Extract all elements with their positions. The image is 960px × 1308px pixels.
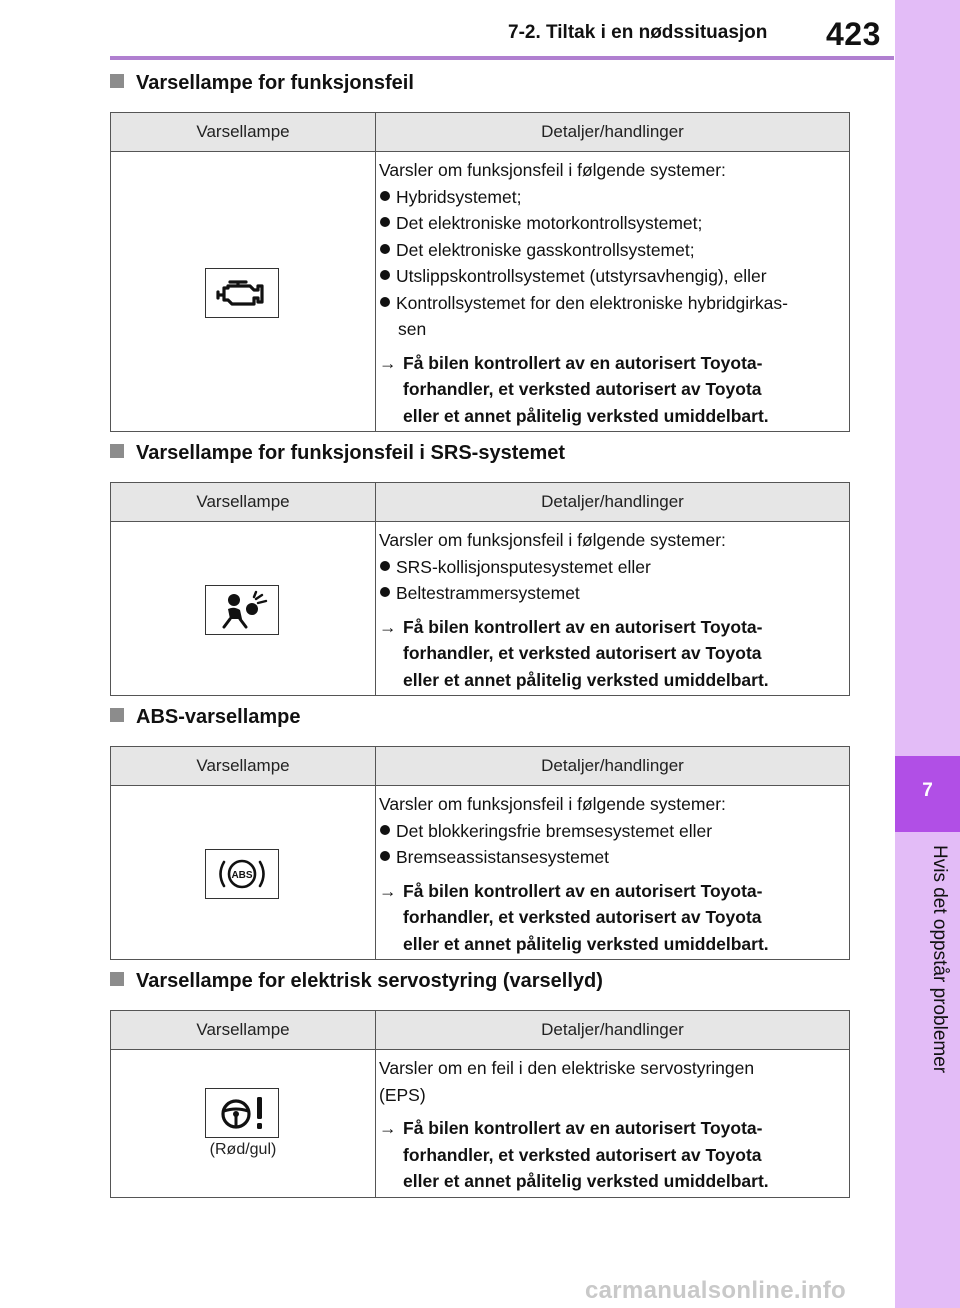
arrow-icon: → — [379, 352, 397, 373]
bullet-item: Hybridsystemet; — [379, 184, 841, 211]
intro-text: Varsler om funksjonsfeil i følgende systemer: — [379, 794, 726, 814]
bullet-item: Kontrollsystemet for den elektroniske hybridgirkas- — [379, 290, 841, 317]
side-tab — [895, 0, 960, 1308]
bullet-dot — [380, 244, 390, 254]
watermark: carmanualsonline.info — [585, 1277, 847, 1304]
column-header-lamp: Varsellampe — [111, 747, 376, 785]
column-header-details: Detaljer/handlinger — [541, 1020, 684, 1039]
action-text: → Få bilen kontrollert av en autorisert Toyota- forhandler, et verksted autorisert av Toyota eller et annet pålitelig verksted umiddelbart. — [379, 878, 841, 958]
column-header-lamp: Varsellampe — [111, 483, 376, 521]
section-heading: Varsellampe for funksjonsfeil — [110, 72, 414, 95]
table-header-row — [111, 1011, 849, 1050]
column-header-details: Detaljer/handlinger — [541, 122, 684, 141]
bullet-dot — [380, 191, 390, 201]
intro-text: Varsler om funksjonsfeil i følgende systemer: — [379, 530, 726, 550]
warning-table — [110, 1010, 850, 1198]
bullet-dot — [380, 270, 390, 280]
bullet-dot — [380, 587, 390, 597]
section-heading: ABS-varsellampe — [110, 706, 301, 729]
arrow-icon: → — [379, 880, 397, 901]
bullet-item: Det elektroniske gasskontrollsystemet; — [379, 237, 841, 264]
bullet-item: Utslippskontrollsystemet (utstyrsavhengig), eller — [379, 263, 841, 290]
bullet-dot — [380, 217, 390, 227]
bullet-dot — [380, 825, 390, 835]
warning-table — [110, 482, 850, 696]
abs-icon-text: ABS — [231, 870, 253, 881]
arrow-icon: → — [379, 616, 397, 637]
engine-check-icon — [205, 268, 279, 318]
airbag-icon — [205, 585, 279, 635]
page-number: 423 — [826, 16, 881, 52]
warning-table — [110, 746, 850, 960]
details-cell — [376, 521, 849, 695]
intro-text: (EPS) — [379, 1084, 426, 1105]
bullet-dot — [380, 851, 390, 861]
abs-icon — [205, 849, 279, 899]
icon-caption: (Rød/gul) — [209, 1141, 277, 1158]
lamp-cell — [111, 521, 376, 695]
heading-marker — [110, 708, 124, 722]
bullet-dot — [380, 297, 390, 307]
bullet-dot — [380, 561, 390, 571]
bullet-continuation: sen — [398, 319, 427, 339]
table-header-row — [111, 747, 849, 786]
chapter-number: 7 — [922, 780, 933, 801]
action-text: → Få bilen kontrollert av en autorisert Toyota- forhandler, et verksted autorisert av Toyota eller et annet pålitelig verksted umiddelbart. — [379, 350, 841, 430]
header-rule — [110, 56, 894, 60]
column-header-lamp: Varsellampe — [111, 1011, 376, 1049]
bullet-item: Det elektroniske motorkontrollsystemet; — [379, 210, 841, 237]
warning-table — [110, 112, 850, 432]
bullet-item: Bremseassistansesystemet — [379, 844, 841, 871]
lamp-cell — [111, 1049, 376, 1197]
intro-text: Varsler om en feil i den elektriske servostyringen — [379, 1058, 755, 1078]
details-cell — [376, 785, 849, 959]
bullet-item: SRS-kollisjonsputesystemet eller — [379, 554, 841, 581]
chapter-title: 7-2. Tiltak i en nødssituasjon — [508, 22, 768, 43]
details-cell — [376, 1049, 849, 1197]
table-header-row — [111, 113, 849, 152]
lamp-cell — [111, 785, 376, 959]
section-heading: Varsellampe for elektrisk servostyring (varsellyd) — [110, 970, 603, 993]
action-text: → Få bilen kontrollert av en autorisert Toyota- forhandler, et verksted autorisert av Toyota eller et annet pålitelig verksted umiddelbart. — [379, 1115, 841, 1195]
section-heading: Varsellampe for funksjonsfeil i SRS-systemet — [110, 442, 565, 465]
table-header-row — [111, 483, 849, 522]
lamp-cell — [111, 151, 376, 431]
heading-marker — [110, 444, 124, 458]
column-header-details: Detaljer/handlinger — [541, 756, 684, 775]
details-cell — [376, 151, 849, 431]
steering-warning-icon — [205, 1088, 279, 1138]
bullet-item: Beltestrammersystemet — [379, 580, 841, 607]
chapter-label: Hvis det oppstår problemer — [929, 845, 950, 1074]
arrow-icon: → — [379, 1118, 397, 1138]
action-text: → Få bilen kontrollert av en autorisert Toyota- forhandler, et verksted autorisert av Toyota eller et annet pålitelig verksted umiddelbart. — [379, 614, 841, 694]
heading-marker — [110, 972, 124, 986]
heading-marker — [110, 74, 124, 88]
bullet-item: Det blokkeringsfrie bremsesystemet eller — [379, 818, 841, 845]
column-header-details: Detaljer/handlinger — [541, 492, 684, 511]
column-header-lamp: Varsellampe — [111, 113, 376, 151]
intro-text: Varsler om funksjonsfeil i følgende systemer: — [379, 160, 726, 180]
